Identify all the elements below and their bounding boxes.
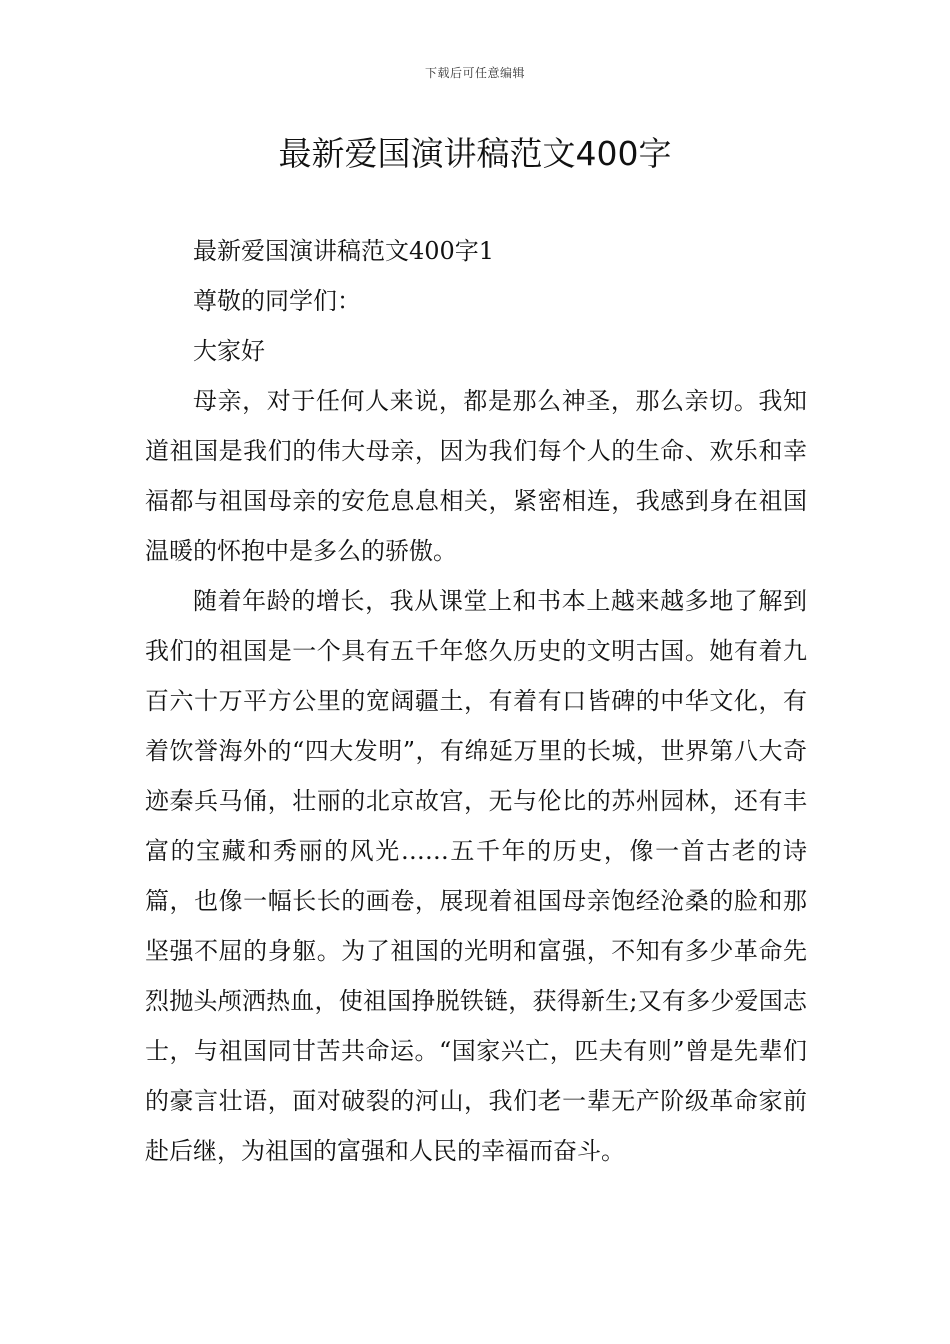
paragraph-greeting: 大家好	[193, 337, 265, 365]
document-title: 最新爱国演讲稿范文400字	[278, 134, 672, 173]
header-note: 下载后可任意编辑	[424, 66, 525, 80]
document-body	[145, 226, 807, 1176]
paragraph-salutation: 尊敬的同学们：	[193, 287, 361, 315]
paragraph-body-2: 随着年龄的增长，我从课堂上和书本上越来越多地了解到我们的祖国是一个具有五千年悠久历史的文明古国。她有着九百六十万平方公里的宽阔疆土，有着有口皆碑的中华文化，有着饮誉海外的“四大发明”，有绵延万里的长城，世界第八大奇迹秦兵马俑，壮丽的北京故宫，无与伦比的苏州园林，还有丰富的宝藏和秀丽的风光……五千年的历史，像一首古老的诗篇，也像一幅长长的画卷，展现着祖国母亲饱经沧桑的脸和那坚强不屈的身躯。为了祖国的光明和富强，不知有多少革命先烈抛头颅洒热血，使祖国挣脱铁链，获得新生;又有多少爱国志士，与祖国同甘苦共命运。“国家兴亡，匹夫有则”曾是先辈们的豪言壮语，面对破裂的河山，我们老一辈无产阶级革命家前赴后继，为祖国的富强和人民的幸福而奋斗。	[145, 587, 807, 1165]
paragraph-subtitle: 最新爱国演讲稿范文400字1	[193, 237, 495, 265]
paragraph-body-1: 母亲，对于任何人来说，都是那么神圣，那么亲切。我知道祖国是我们的伟大母亲，因为我们每个人的生命、欢乐和幸福都与祖国母亲的安危息息相关，紧密相连，我感到身在祖国温暖的怀抱中是多么的骄傲。	[145, 387, 807, 565]
